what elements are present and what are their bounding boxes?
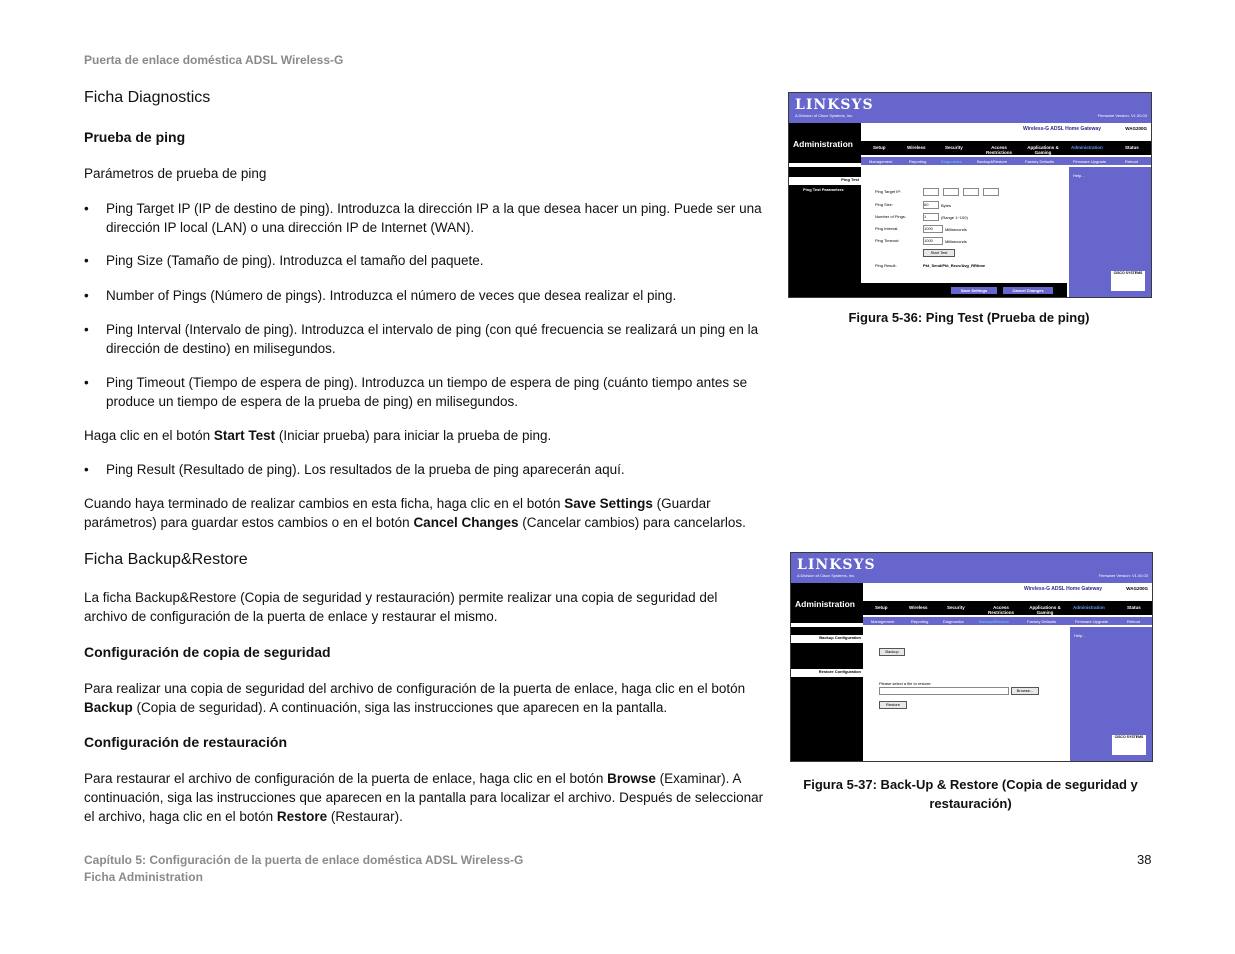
save-settings-paragraph: Cuando haya terminado de realizar cambios en esta ficha, haga clic en el botón Save Settings (Guardar parámetros) para guardar estos cambios o en el botón Cancel Changes (Cancelar cambios) para cancelarlos.	[84, 496, 746, 530]
page-number: 38	[1137, 852, 1152, 867]
tab-setup[interactable]: Setup	[873, 145, 886, 150]
subtab-factory-defaults[interactable]: Factory Defaults	[1027, 619, 1057, 624]
help-panel	[1070, 627, 1152, 761]
subtab-backup-restore[interactable]: Backup&Restore	[977, 159, 1008, 164]
footer-chapter: Capítulo 5: Configuración de la puerta de enlace doméstica ADSL Wireless-G	[84, 853, 524, 867]
input-ip-1[interactable]	[923, 188, 939, 196]
input-ping-timeout[interactable]: 1000	[923, 237, 943, 245]
subtab-reboot[interactable]: Reboot	[1125, 159, 1138, 164]
input-ip-2[interactable]	[943, 188, 959, 196]
help-panel	[1069, 167, 1151, 297]
subheading-backup-config: Configuración de copia de seguridad	[84, 644, 331, 660]
sidebar-backup-configuration: Backup Configuration	[791, 635, 863, 643]
subtab-firmware-upgrade[interactable]: Firmware Upgrade	[1075, 619, 1109, 624]
tab-administration[interactable]: Administration	[1071, 145, 1103, 150]
restore-file-input[interactable]	[879, 687, 1009, 695]
cisco-logo: CISCO SYSTEMS	[1111, 271, 1145, 291]
bottom-action-bar	[861, 283, 1067, 297]
tab-setup[interactable]: Setup	[875, 605, 888, 610]
label-range: (Range 1~100)	[941, 215, 968, 220]
save-settings-button[interactable]: Save Settings	[951, 287, 997, 294]
subtab-diagnostics[interactable]: Diagnostics	[943, 619, 964, 624]
label-ms-timeout: Milliseconds	[945, 239, 967, 244]
tab-wireless[interactable]: Wireless	[907, 145, 926, 150]
firmware-version: Firmware Version: V1.00.03	[1098, 573, 1148, 578]
label-ping-result: Ping Result:	[875, 263, 897, 268]
label-ping-size: Ping Size:	[875, 202, 894, 207]
start-test-button[interactable]: Start Test	[923, 249, 955, 257]
tab-wireless[interactable]: Wireless	[909, 605, 928, 610]
figure-ping-test-screenshot	[788, 92, 1152, 298]
left-sidebar	[791, 627, 863, 761]
linksys-logo: LINKSYS	[795, 97, 874, 113]
tab-applications-gaming[interactable]: Applications & Gaming	[1029, 605, 1061, 615]
input-ip-3[interactable]	[963, 188, 979, 196]
subheading-ping-test: Prueba de ping	[84, 129, 186, 145]
running-header: Puerta de enlace doméstica ADSL Wireless-G	[84, 53, 344, 67]
cancel-changes-button[interactable]: Cancel Changes	[1003, 287, 1053, 294]
tab-applications-gaming[interactable]: Applications & Gaming	[1027, 145, 1059, 155]
subtab-reporting[interactable]: Reporting	[911, 619, 929, 624]
tab-status[interactable]: Status	[1127, 605, 1141, 610]
model-number: WAG200G	[1125, 126, 1147, 131]
label-select-file: Please select a file to restore:	[879, 681, 932, 686]
product-banner	[861, 123, 1151, 139]
label-number-of-pings: Number of Pings:	[875, 214, 906, 219]
input-ip-4[interactable]	[983, 188, 999, 196]
sidebar-restore-configuration: Restore Configuration	[791, 669, 863, 677]
subtab-reporting[interactable]: Reporting	[909, 159, 927, 164]
logo-subtitle: A Division of Cisco Systems, Inc.	[795, 113, 854, 118]
tab-access-restrictions[interactable]: Access Restrictions	[987, 605, 1014, 615]
firmware-version: Firmware Version: V1.00.03	[1097, 113, 1147, 118]
ping-params-label: Parámetros de prueba de ping	[84, 166, 267, 181]
product-banner	[863, 583, 1152, 599]
subtab-reboot[interactable]: Reboot	[1127, 619, 1140, 624]
backup-intro: La ficha Backup&Restore (Copia de seguridad y restauración) permite realizar una copia de seguridad del archivo de configuración de la puerta de enlace y restaurar el mismo.	[84, 590, 718, 624]
sidebar-ping-test: Ping Test	[789, 177, 861, 185]
subheading-restore-config: Configuración de restauración	[84, 734, 288, 750]
bullet-ping-target: • Ping Target IP (IP de destino de ping). Introduzca la dirección IP a la que desea hacer un ping. Puede ser una dirección IP local (LAN) o una dirección IP de Internet (WAN).	[84, 199, 766, 237]
admin-section-title: Administration	[793, 139, 853, 149]
bullet-ping-size: • Ping Size (Tamaño de ping). Introduzca el tamaño del paquete.	[84, 251, 766, 270]
label-ping-timeout: Ping Timeout:	[875, 238, 900, 243]
start-test-paragraph: Haga clic en el botón Start Test (Iniciar prueba) para iniciar la prueba de ping.	[84, 428, 552, 443]
cisco-logo: CISCO SYSTEMS	[1112, 735, 1146, 755]
label-bytes: Bytes	[941, 203, 952, 208]
backup-paragraph: Para realizar una copia de seguridad del archivo de configuración de la puerta de enlace, haga clic en el botón Backup (Copia de seguridad). A continuación, siga las instrucciones que aparecen en la pantalla.	[84, 681, 746, 715]
subtab-firmware-upgrade[interactable]: Firmware Upgrade	[1073, 159, 1107, 164]
subtab-factory-defaults[interactable]: Factory Defaults	[1025, 159, 1055, 164]
input-ping-size[interactable]: 60	[923, 201, 939, 209]
ping-result-value: Pkt_Send/Pkt_Recv/Avg_RRtime	[923, 263, 986, 268]
tab-security[interactable]: Security	[945, 145, 963, 150]
tab-status[interactable]: Status	[1125, 145, 1139, 150]
help-link[interactable]: Help...	[1073, 173, 1085, 178]
restore-paragraph: Para restaurar el archivo de configuración de la puerta de enlace, haga clic en el botón Browse (Examinar). A continuación, siga las instrucciones que aparecen en la pantalla para localizar el archivo. Después de seleccionar el archivo, haga clic en el botón Restore (Restaurar).	[84, 771, 764, 824]
bullet-number-of-pings: • Number of Pings (Número de pings). Introduzca el número de veces que desea realizar el ping.	[84, 286, 766, 305]
figure-caption-backup: Figura 5-37: Back-Up & Restore (Copia de seguridad y restauración)	[803, 777, 1138, 811]
section-heading-backup: Ficha Backup&Restore	[84, 551, 248, 568]
bullet-ping-result: • Ping Result (Resultado de ping). Los resultados de la prueba de ping aparecerán aquí.	[84, 460, 766, 479]
figure-caption-ping: Figura 5-36: Ping Test (Prueba de ping)	[848, 310, 1090, 325]
label-ms-interval: Milliseconds	[945, 227, 967, 232]
input-number-of-pings[interactable]: 1	[923, 213, 939, 221]
tab-security[interactable]: Security	[947, 605, 965, 610]
product-name: Wireless-G ADSL Home Gateway	[1023, 586, 1102, 592]
bullet-ping-interval: • Ping Interval (Intervalo de ping). Introduzca el intervalo de ping (con qué frecuencia se realizará un ping en la dirección de destino) en milisegundos.	[84, 320, 766, 358]
backup-button[interactable]: Backup	[879, 648, 905, 656]
subtab-management[interactable]: Management	[869, 159, 893, 164]
admin-section-title: Administration	[795, 599, 855, 609]
footer-section: Ficha Administration	[84, 870, 203, 884]
label-ping-interval: Ping Interval:	[875, 226, 899, 231]
restore-button[interactable]: Restore	[879, 701, 907, 709]
tab-access-restrictions[interactable]: Access Restrictions	[985, 145, 1012, 155]
product-name: Wireless-G ADSL Home Gateway	[1022, 126, 1101, 132]
figure-backup-restore-screenshot	[790, 552, 1153, 762]
browse-button[interactable]: Browse...	[1011, 687, 1039, 695]
input-ping-interval[interactable]: 1000	[923, 225, 943, 233]
page-footer	[84, 852, 523, 886]
tab-administration[interactable]: Administration	[1073, 605, 1105, 610]
sidebar-ping-params: Ping Test Parameters	[803, 187, 844, 192]
logo-subtitle: A Division of Cisco Systems, Inc.	[797, 573, 856, 578]
section-heading-diagnostics: Ficha Diagnostics	[84, 89, 211, 106]
linksys-logo: LINKSYS	[797, 557, 876, 573]
subtab-backup-restore[interactable]: Backup&Restore	[979, 619, 1010, 624]
bullet-ping-timeout: • Ping Timeout (Tiempo de espera de ping). Introduzca un tiempo de espera de ping (cuánto tiempo antes se produce un tiempo de espera de la prueba de ping) en milisegundos.	[84, 373, 766, 411]
help-link[interactable]: Help...	[1074, 633, 1086, 638]
model-number: WAG200G	[1126, 586, 1148, 591]
subtab-management[interactable]: Management	[871, 619, 895, 624]
subtab-diagnostics[interactable]: Diagnostics	[941, 159, 962, 164]
label-ping-target: Ping Target IP:	[875, 189, 902, 194]
